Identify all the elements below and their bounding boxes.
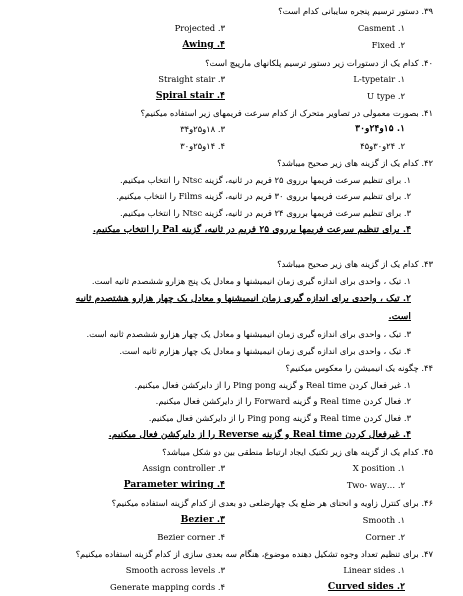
q40-option-1: L-typetair .۱ — [353, 74, 405, 84]
question-43: ۴۳. کدام یک از گزینه های زیر صحیح میباشد؟ — [277, 259, 433, 269]
q41-option-2: ۲. ۲۴و۳۰و۴۵ — [360, 141, 405, 151]
question-41: ۴۱. بصورت معمولی در تصاویر متحرک از کدام سرعت فریمهای زیر استفاده میکنیم؟ — [140, 108, 433, 118]
question-42: ۴۲. کدام یک از گزینه های زیر صحیح میباشد؟ — [277, 158, 433, 168]
q47-option-3: Smooth across levels .۳ — [125, 565, 225, 575]
q47-option-4: Generate mapping cords .۴ — [110, 582, 225, 592]
q43-option-2-answer: ۲. تیک ، واحدی برای اندازه گیری زمان انیمیشنها و معادل یک چهار هزارو هشتصدم ثانیه — [75, 293, 411, 304]
q44-option-1: ۱. غیر فعال کردن Real time و گزینه Ping pong را از دایرکشن فعال میکنیم. — [134, 380, 411, 390]
question-40: ۴۰. کدام یک از دستورات زیر دستور ترسیم پلکانهای مارپیچ است؟ — [205, 58, 433, 68]
q42-option-1: ۱. برای تنظیم سرعت فریمها برروی ۲۵ فریم در ثانیه، گزینه Ntsc را انتخاب میکنیم. — [120, 175, 411, 185]
q41-option-1-answer: ۱. ۱۵و۲۴و۳۰ — [355, 123, 405, 134]
q47-option-2-answer: Curved sides .۲ — [327, 581, 405, 592]
q47-option-1: Linear sides .۱ — [343, 565, 405, 575]
question-46: ۴۶. برای کنترل زاویه و انحنای هر ضلع یک چهارضلعی دو بعدی از کدام گزینه استفاده میکنیم؟ — [111, 498, 433, 508]
q43-option-1: ۱. تیک ، واحدی برای اندازه گیری زمان انیمیشنها و معادل یک پنج هزارو ششصدم ثانیه است. — [91, 276, 411, 286]
q46-option-2: Corner .۲ — [365, 532, 405, 542]
q42-option-3: ۳. برای تنظیم سرعت فریمها برروی ۲۴ فریم در ثانیه، گزینه Ntsc را انتخاب میکنیم. — [120, 208, 411, 218]
q40-option-2: U type .۲ — [367, 91, 405, 101]
q39-option-1: Casment .۱ — [357, 23, 405, 33]
q39-option-4-answer: Awing .۴ — [182, 39, 225, 50]
q45-option-2: Two- way… .۲ — [346, 480, 405, 490]
q46-option-1: Smooth .۱ — [362, 515, 405, 525]
q44-option-3: ۳. فعال کردن Real time و گزینه Ping pong را از دایرکشن فعال میکنیم. — [148, 413, 411, 423]
question-45: ۴۵. کدام یک از گزینه های زیر تکنیک ایجاد ارتباط منطقی بین دو شکل میباشد؟ — [162, 447, 433, 457]
q41-option-4: ۴. ۱۴و۲۵و۳۰ — [180, 141, 225, 151]
q46-option-4: Bezier corner .۴ — [157, 532, 225, 542]
q43-option-3: ۳. تیک ، واحدی برای اندازه گیری زمان انیمیشنها و معادل یک چهار هزارو ششصدم ثانیه است. — [86, 329, 411, 339]
q45-option-1: X position .۱ — [352, 463, 405, 473]
q44-option-2: ۲. فعال کردن Real time و گزینه Forward را از دایرکشن فعال میکنیم. — [155, 396, 411, 406]
q43-option-2-answer-continued: است. — [388, 311, 411, 322]
q43-option-4: ۴. تیک ، واحدی برای اندازه گیری زمان انیمیشنها و معادل یک چهار هزارم ثانیه است. — [119, 346, 411, 356]
q40-option-3: Straight stair .۳ — [158, 74, 225, 84]
q39-option-2: Fixed .۲ — [371, 40, 405, 50]
q42-option-2: ۲. برای تنظیم سرعت فریمها برروی ۳۰ فریم در ثانیه، گزینه Films را انتخاب میکنیم. — [116, 191, 411, 201]
q42-option-4-answer: ۴. برای تنظیم سرعت فریمها برروی ۲۵ فریم در ثانیه، گزینه Pal را انتخاب میکنیم. — [92, 224, 411, 235]
q44-option-4-answer: ۴. غیرفعال کردن Real time و گزینه Reverse را از دایرکشن فعال میکنیم. — [108, 429, 411, 440]
question-47: ۴۷. برای تنظیم تعداد وجوه تشکیل دهنده موضوع، هنگام سه بعدی سازی از کدام گزینه استفاده میکنیم؟ — [75, 549, 433, 559]
q40-option-4-answer: Spiral stair .۴ — [155, 90, 225, 101]
q39-option-3: Projected .۳ — [174, 23, 225, 33]
q45-option-3: Assign controller .۳ — [142, 463, 225, 473]
question-39: ۳۹. دستور ترسیم پنجره سایبانی کدام است؟ — [278, 6, 433, 16]
question-44: ۴۴. چگونه یک انیمیشن را معکوس میکنیم؟ — [285, 363, 433, 373]
q41-option-3: ۳. ۱۸و۲۵و۳۴ — [180, 124, 225, 134]
q45-option-4-answer: Parameter wiring .۴ — [123, 479, 225, 490]
q46-option-3-answer: Bezier .۳ — [180, 514, 225, 525]
